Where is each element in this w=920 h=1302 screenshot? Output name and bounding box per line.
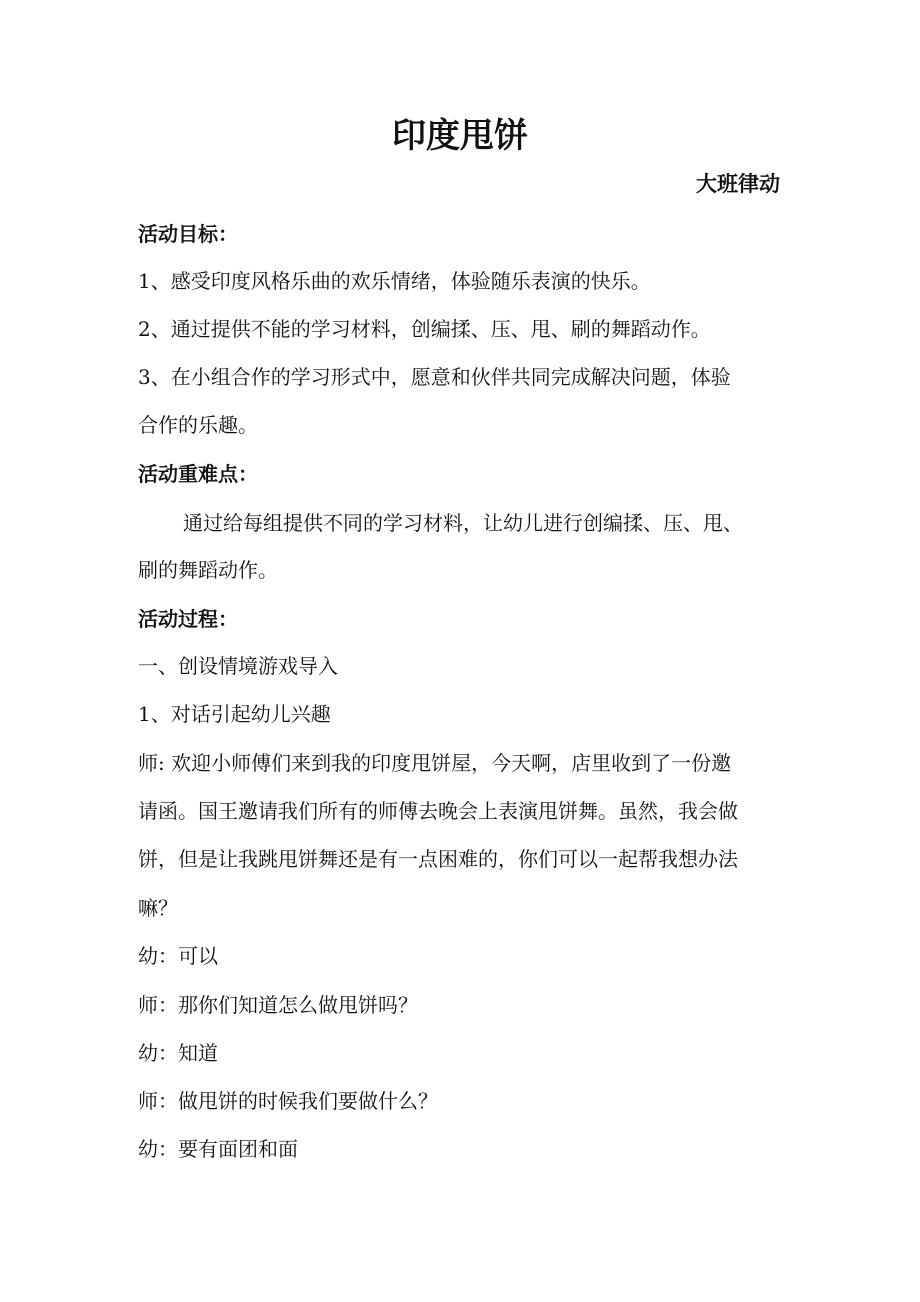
process-line-4: 请函。国王邀请我们所有的师傅去晚会上表演甩饼舞。虽然，我会做 bbox=[138, 799, 738, 823]
document-title: 印度甩饼 bbox=[392, 116, 528, 156]
process-line-5: 饼，但是让我跳甩饼舞还是有一点困难的，你们可以一起帮我想办法 bbox=[138, 847, 738, 871]
goals-heading: 活动目标： bbox=[138, 222, 238, 246]
document-subtitle: 大班律动 bbox=[696, 172, 780, 196]
process-line-11: 幼：要有面团和面 bbox=[138, 1137, 298, 1161]
process-heading: 活动过程： bbox=[138, 607, 238, 631]
process-line-9: 幼：知道 bbox=[138, 1041, 218, 1065]
process-line-8: 师：那你们知道怎么做甩饼吗？ bbox=[138, 993, 418, 1017]
goal-item-3: 3、在小组合作的学习形式中，愿意和伙伴共同完成解决问题，体验 bbox=[138, 365, 731, 389]
process-line-1: 一、创设情境游戏导入 bbox=[138, 654, 338, 678]
key-points-heading: 活动重难点： bbox=[138, 462, 258, 486]
process-line-7: 幼：可以 bbox=[138, 944, 218, 968]
process-line-10: 师：做甩饼的时候我们要做什么？ bbox=[138, 1089, 438, 1113]
process-line-3: 师: 欢迎小师傅们来到我的印度甩饼屋，今天啊，店里收到了一份邀 bbox=[138, 751, 732, 775]
goal-item-1: 1、感受印度风格乐曲的欢乐情绪，体验随乐表演的快乐。 bbox=[138, 269, 651, 293]
goal-item-2: 2、通过提供不能的学习材料，创编揉、压、甩、刷的舞蹈动作。 bbox=[138, 317, 711, 341]
goal-item-3-continued: 合作的乐趣。 bbox=[138, 413, 258, 437]
process-line-2: 1、对话引起幼儿兴趣 bbox=[138, 702, 331, 726]
key-points-line-1: 通过给每组提供不同的学习材料，让幼儿进行创编揉、压、甩、 bbox=[183, 511, 743, 535]
process-line-6: 嘛？ bbox=[138, 896, 178, 920]
key-points-line-2: 刷的舞蹈动作。 bbox=[138, 558, 278, 582]
